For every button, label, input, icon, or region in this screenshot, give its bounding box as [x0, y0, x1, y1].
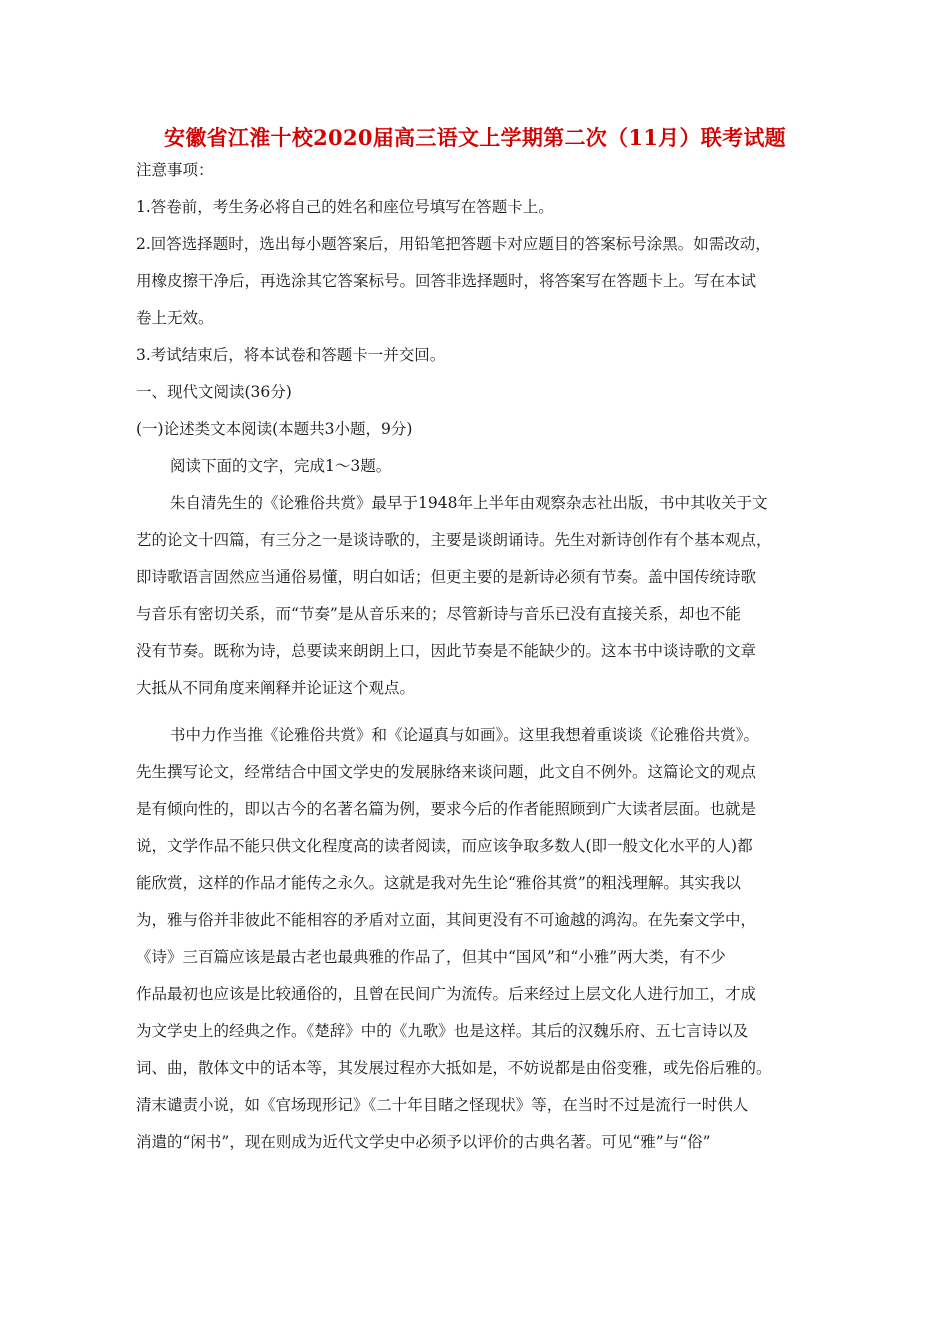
document-title: 安徽省江淮十校2020届高三语文上学期第二次（11月）联考试题	[164, 125, 786, 150]
section-heading: 一、现代文阅读(36分)	[136, 383, 292, 401]
paragraph-2-line: 为，雅与俗并非彼此不能相容的矛盾对立面，其间更没有不可逾越的鸿沟。在先秦文学中，	[136, 911, 757, 929]
paragraph-2-line: 说，文学作品不能只供文化程度高的读者阅读，而应该争取多数人(即一般文化水平的人)都	[136, 837, 753, 855]
subsection-heading: (一)论述类文本阅读(本题共3小题，9分)	[136, 420, 413, 438]
paragraph-2-line: 为文学史上的经典之作。《楚辞》中的《九歌》也是这样。其后的汉魏乐府、五七言诗以及	[136, 1022, 749, 1040]
notice-item-2-line: 2.回答选择题时，选出每小题答案后，用铅笔把答题卡对应题目的答案标号涂黑。如需改动，	[136, 235, 771, 253]
notice-heading: 注意事项：	[136, 161, 214, 179]
paragraph-2-line: 作品最初也应该是比较通俗的，且曾在民间广为流传。后来经过上层文化人进行加工，才成	[136, 985, 757, 1003]
document-body	[136, 152, 826, 1161]
paragraph-2-line: 清末谴责小说，如《官场现形记》《二十年目睹之怪现状》等，在当时不过是流行一时供人	[136, 1096, 749, 1114]
notice-item-3: 3.考试结束后，将本试卷和答题卡一并交回。	[136, 346, 446, 364]
paragraph-2-line: 《诗》三百篇应该是最古老也最典雅的作品了，但其中“国风”和“小雅”两大类，有不少	[136, 948, 726, 966]
reading-instruction: 阅读下面的文字，完成1～3题。	[170, 457, 392, 475]
paragraph-1-line: 没有节奏。既称为诗，总要读来朗朗上口，因此节奏是不能缺少的。这本书中谈诗歌的文章	[136, 642, 757, 660]
paragraph-2-line: 消遣的“闲书”，现在则成为近代文学史中必须予以评价的古典名著。可见“雅”与“俗”	[136, 1133, 711, 1151]
paragraph-2-line: 先生撰写论文，经常结合中国文学史的发展脉络来谈问题，此文自不例外。这篇论文的观点	[136, 763, 757, 781]
paragraph-1-line: 大抵从不同角度来阐释并论证这个观点。	[136, 679, 416, 697]
paragraph-2-line: 能欣赏，这样的作品才能传之永久。这就是我对先生论“雅俗其赏”的粗浅理解。其实我以	[136, 874, 741, 892]
paragraph-1-line: 与音乐有密切关系，而“节奏”是从音乐来的；尽管新诗与音乐已没有直接关系，却也不能	[136, 605, 741, 623]
paragraph-1-line: 即诗歌语言固然应当通俗易懂，明白如话；但更主要的是新诗必须有节奏。盖中国传统诗歌	[136, 568, 757, 586]
paragraph-2-line: 书中力作当推《论雅俗共赏》和《论逼真与如画》。这里我想着重谈谈《论雅俗共赏》。	[170, 726, 760, 744]
paragraph-2-line: 词、曲，散体文中的话本等，其发展过程亦大抵如是，不妨说都是由俗变雅，或先俗后雅的。	[136, 1059, 772, 1077]
paragraph-1-line: 艺的论文十四篇，有三分之一是谈诗歌的，主要是谈朗诵诗。先生对新诗创作有个基本观点，	[136, 531, 772, 549]
paragraph-2-line: 是有倾向性的，即以古今的名著名篇为例，要求今后的作者能照顾到广大读者层面。也就是	[136, 800, 757, 818]
paragraph-1-line: 朱自清先生的《论雅俗共赏》最早于1948年上半年由观察杂志社出版，书中其收关于文	[170, 494, 768, 512]
notice-item-2-line: 卷上无效。	[136, 309, 214, 327]
notice-item-2-line: 用橡皮擦干净后，再选涂其它答案标号。回答非选择题时，将答案写在答题卡上。写在本试	[136, 272, 757, 290]
notice-item-1: 1.答卷前，考生务必将自己的姓名和座位号填写在答题卡上。	[136, 198, 554, 216]
